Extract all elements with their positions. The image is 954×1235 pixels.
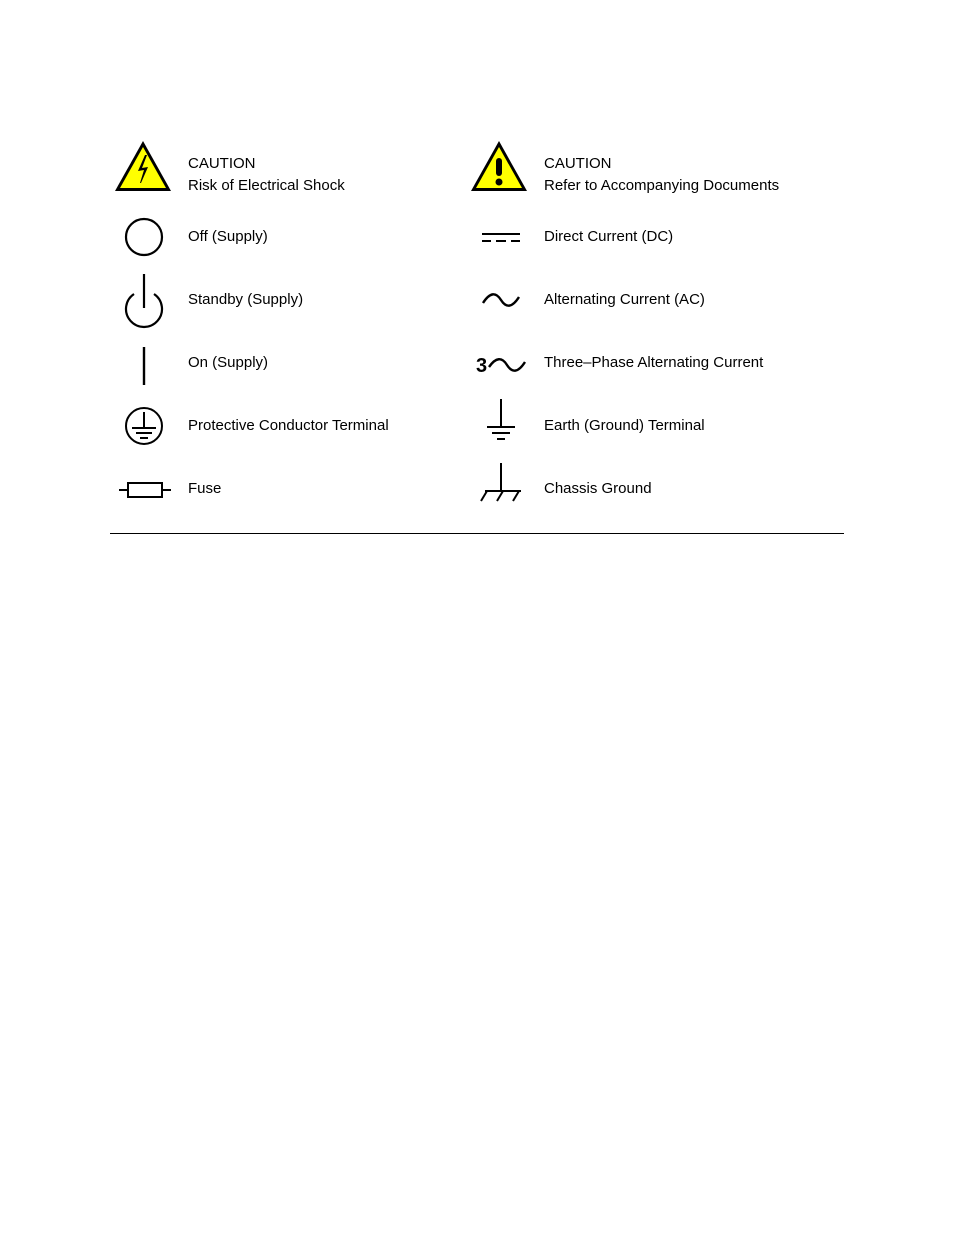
three-phase-icon bbox=[476, 352, 534, 380]
three-phase-label: Three–Phase Alternating Current bbox=[544, 354, 764, 371]
on-label: On (Supply) bbox=[188, 354, 269, 371]
dc-label: Direct Current (DC) bbox=[544, 228, 674, 245]
ac-label: Alternating Current (AC) bbox=[544, 291, 705, 308]
caution-docs-title: CAUTION bbox=[544, 155, 612, 172]
ac-tilde-icon bbox=[478, 288, 524, 312]
three-phase-tilde-icon bbox=[487, 354, 527, 378]
fuse-icon bbox=[118, 478, 172, 502]
horizontal-divider bbox=[110, 533, 844, 534]
earth-label: Earth (Ground) Terminal bbox=[544, 417, 705, 434]
standby-power-icon bbox=[120, 272, 168, 330]
protective-earth-icon bbox=[121, 405, 167, 447]
earth-ground-icon bbox=[480, 397, 522, 443]
caution-docs-label bbox=[544, 153, 779, 197]
caution-shock-desc: Risk of Electrical Shock bbox=[188, 177, 345, 194]
off-label: Off (Supply) bbox=[188, 228, 268, 245]
circle-off-icon bbox=[120, 216, 168, 258]
electric-shock-warning-icon bbox=[112, 138, 174, 194]
fuse-label: Fuse bbox=[188, 480, 222, 497]
on-line-icon bbox=[130, 345, 158, 387]
caution-docs-desc: Refer to Accompanying Documents bbox=[544, 177, 780, 194]
caution-shock-label bbox=[188, 153, 345, 197]
three-phase-digit: 3 bbox=[476, 354, 488, 377]
chassis-label: Chassis Ground bbox=[544, 480, 652, 497]
chassis-ground-icon bbox=[478, 461, 524, 505]
protective-label: Protective Conductor Terminal bbox=[188, 417, 389, 434]
caution-shock-title: CAUTION bbox=[188, 155, 256, 172]
exclamation-warning-icon bbox=[468, 138, 530, 194]
standby-label: Standby (Supply) bbox=[188, 291, 304, 308]
dc-icon bbox=[478, 226, 524, 250]
